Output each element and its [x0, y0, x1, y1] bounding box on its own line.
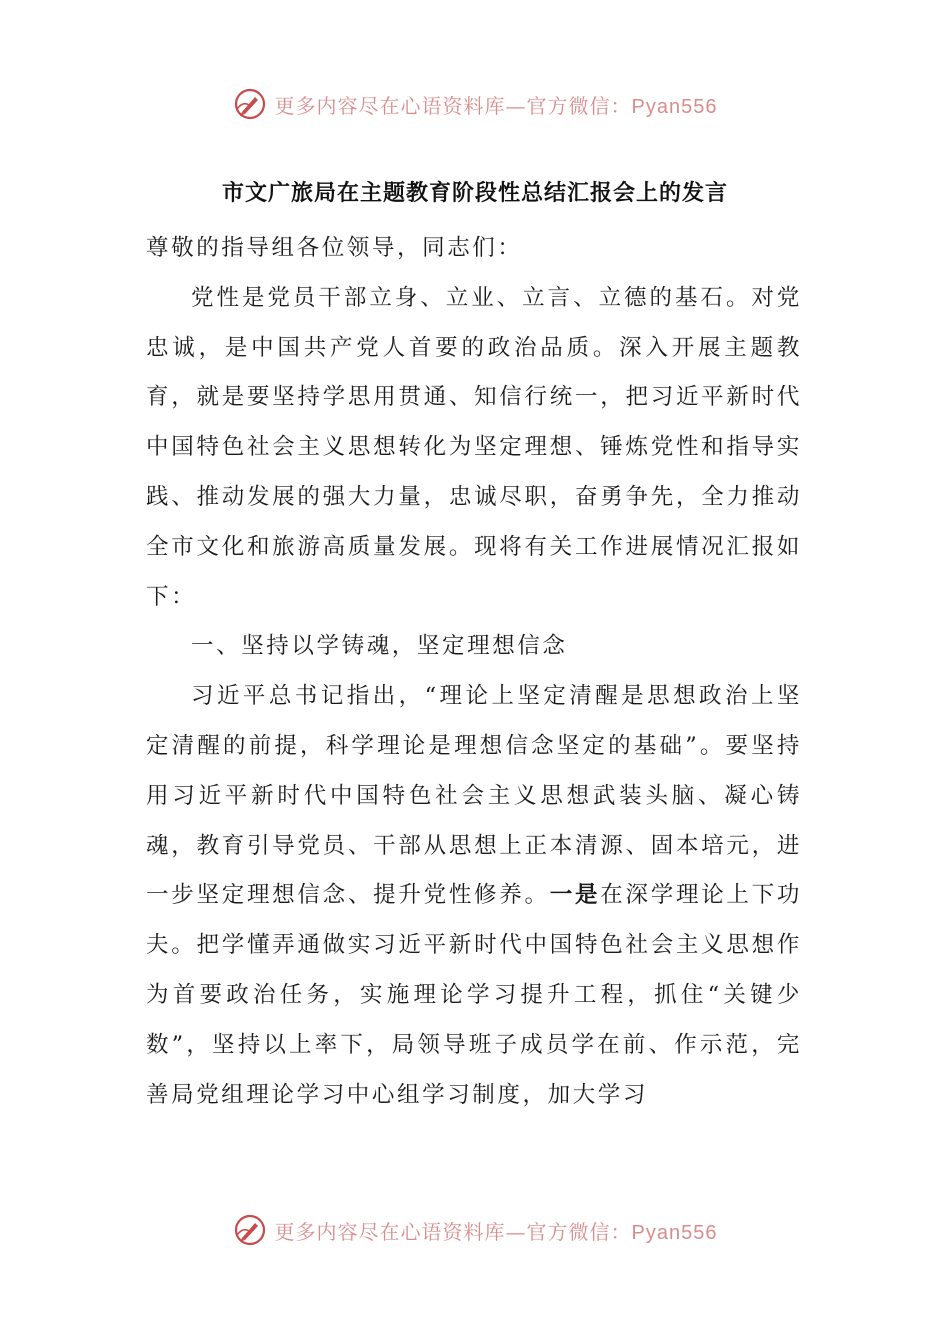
document-title: 市文广旅局在主题教育阶段性总结汇报会上的发言 [221, 180, 728, 206]
watermark-banner-bottom [0, 1210, 950, 1250]
section-heading: 一、坚持以学铸魂，坚定理想信念 [191, 633, 568, 660]
watermark-text: 更多内容尽在心语资料库—官方微信：Pyan556 [274, 93, 718, 118]
point-label: 一是 [549, 882, 601, 909]
watermark-text: 更多内容尽在心语资料库—官方微信：Pyan556 [274, 1219, 718, 1244]
section-paragraph [146, 672, 802, 1120]
section-paragraph-continued: 在深学理论上下功夫。把学懂弄通做实习近平新时代中国特色社会主义思想作为首要政治任务，实施理论学习提升工程，抓住“关键少数”，坚持以上率下，局领导班子成员学在前、作示范，完善局党组理论学习中心组学习制度，加大学习 [146, 882, 802, 1108]
intro-paragraph: 党性是党员干部立身、立业、立言、立德的基石。对党忠诚，是中国共产党人首要的政治品质。深入开展主题教育，就是要坚持学思用贯通、知信行统一，把习近平新时代中国特色社会主义思想转化为坚定理想、锤炼党性和指导实践、推动发展的强大力量，忠诚尽职，奋勇争先，全力推动全市文化和旅游高质量发展。现将有关工作进展情况汇报如下： [146, 284, 802, 610]
document-body [146, 224, 802, 1120]
salutation: 尊敬的指导组各位领导，同志们： [146, 235, 523, 261]
watermark-banner-top [0, 84, 950, 124]
section-paragraph-text: 习近平总书记指出，“理论上坚定清醒是思想政治上坚定清醒的前提，科学理论是理想信念坚定的基础”。要坚持用习近平新时代中国特色社会主义思想武装头脑、凝心铸魂，教育引导党员、干部从思想上正本清源、固本培元，进一步坚定理想信念、提升党性修养。 [146, 683, 802, 909]
pen-nib-circle-icon [233, 1213, 267, 1247]
pen-nib-circle-icon [233, 87, 267, 121]
